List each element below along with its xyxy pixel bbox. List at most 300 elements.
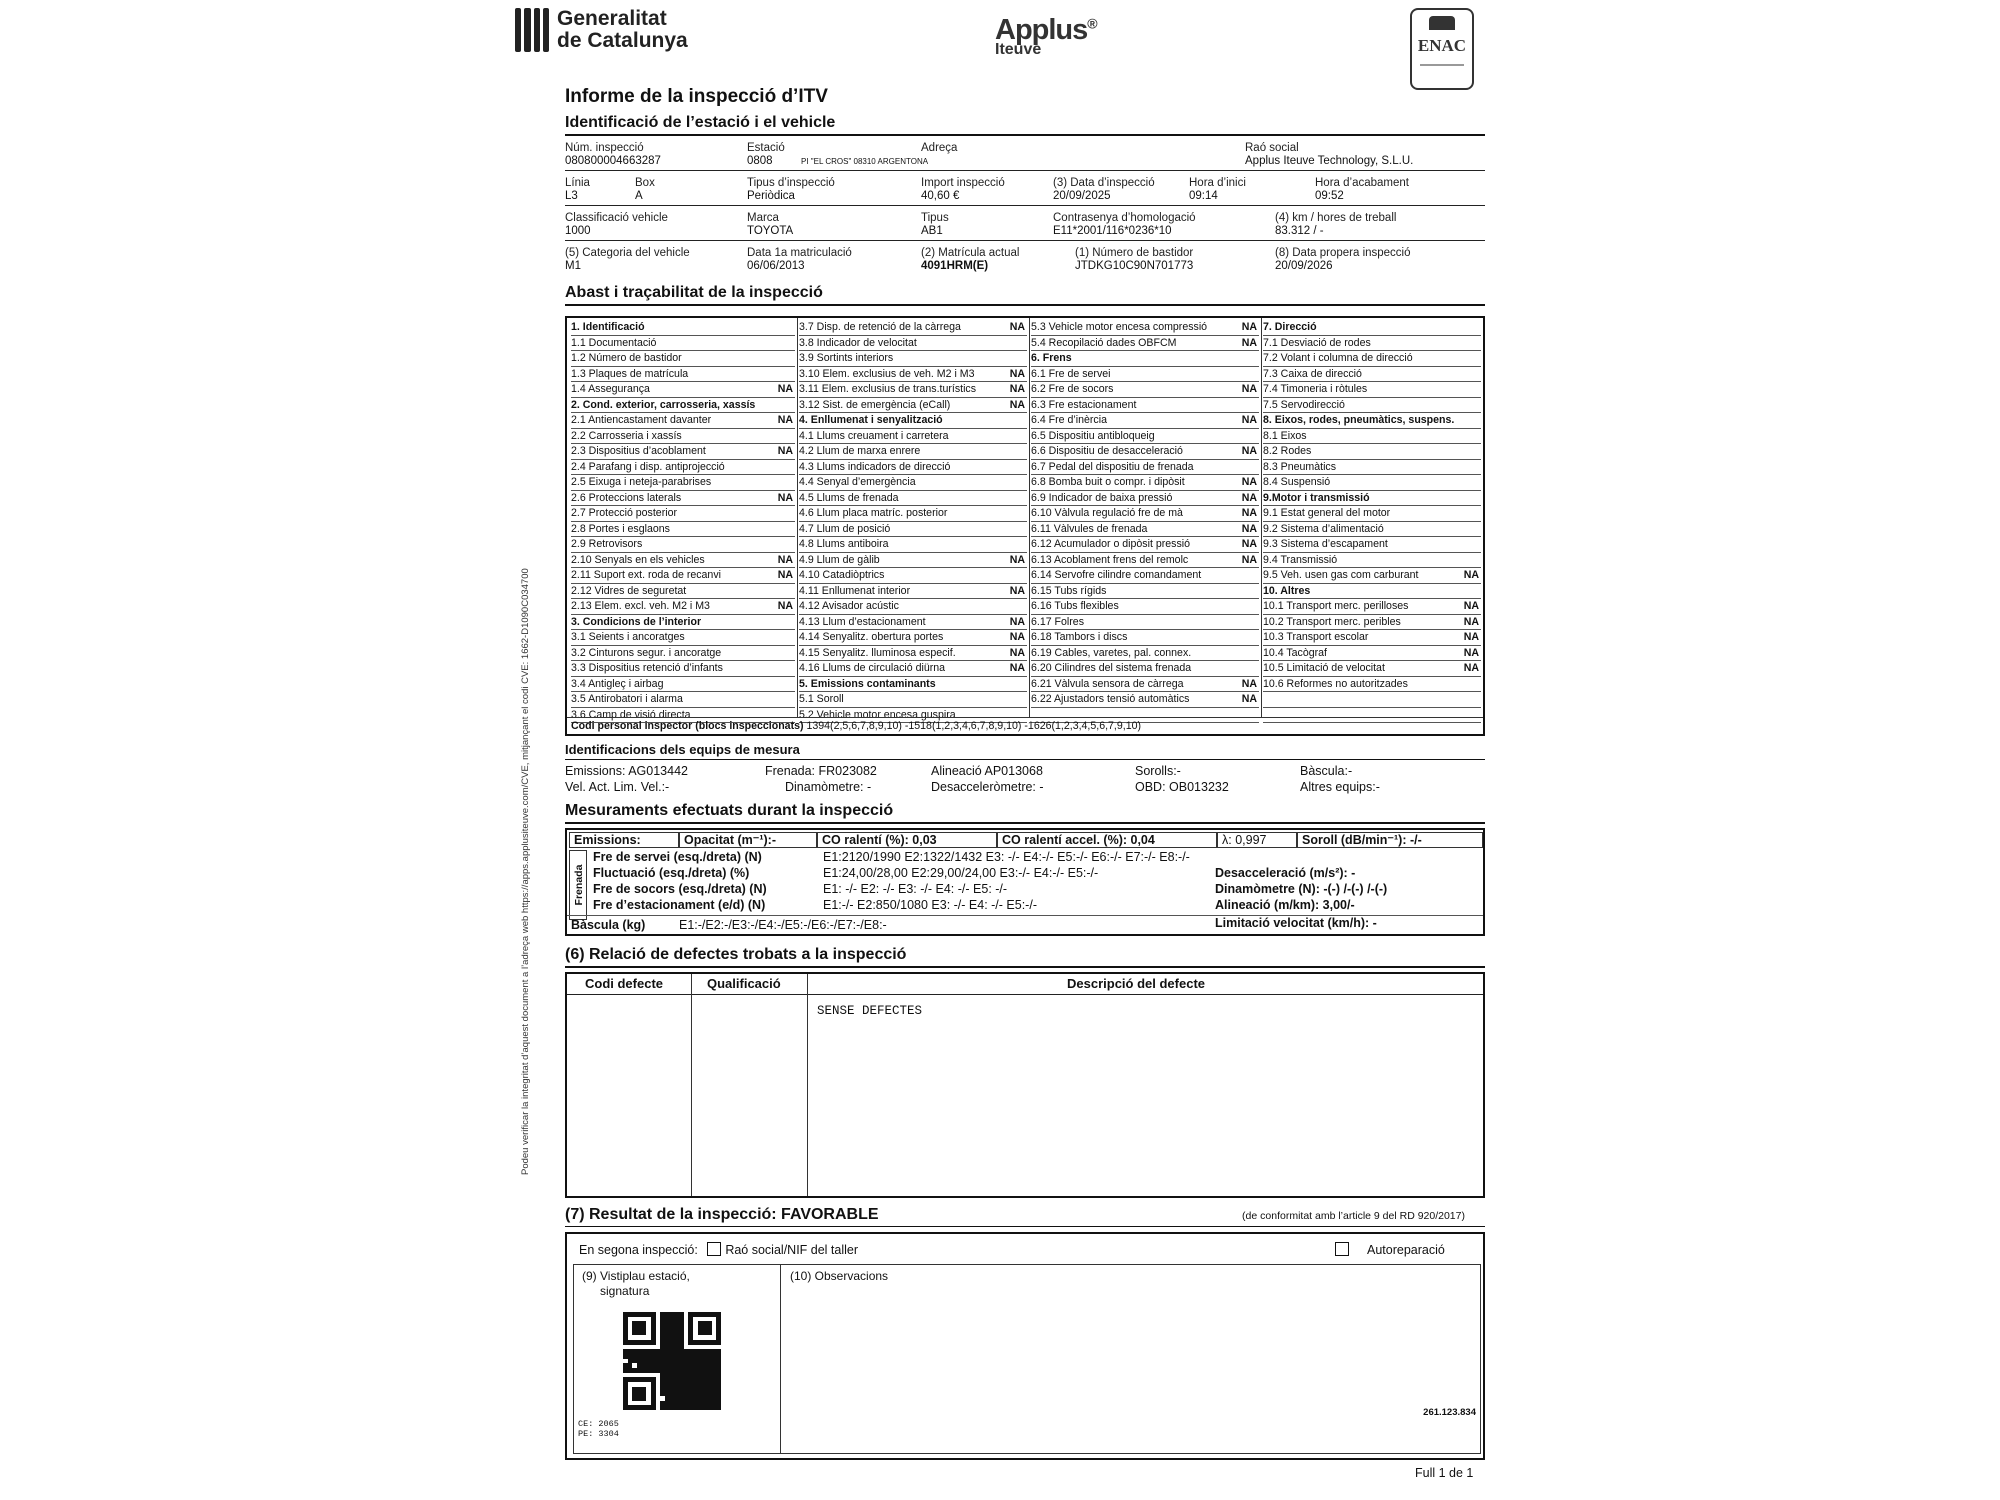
scope-item: [1031, 382, 1259, 398]
scope-item: [1031, 320, 1259, 336]
scope-item: [571, 677, 795, 693]
inspector-code-value: 1394(2,5,6,7,8,9,10) -1518(1,2,3,4,6,7,8,9,10) -1626(1,2,3,4,5,6,7,9,10): [806, 720, 1142, 732]
scope-item: [1263, 398, 1481, 414]
scope-item-label: 3.11 Elem. exclusius de trans.turístics: [799, 383, 977, 395]
scope-item: [799, 491, 1027, 507]
scope-item: [571, 367, 795, 383]
scope-item-label: 4.1 Llums creuament i carretera: [799, 429, 949, 442]
scope-item: [799, 646, 1027, 662]
scope-item: [1263, 522, 1481, 538]
meas-dinamometre: Dinamòmetre (N): -(-) /-(-) /-(-): [1215, 882, 1388, 896]
second-inspection-row: [579, 1242, 858, 1257]
scope-item-label: 10.2 Transport merc. peribles: [1263, 615, 1401, 628]
scope-item: [571, 615, 795, 631]
scope-item-label: 4.11 Enllumenat interior: [799, 584, 911, 597]
scope-item: [571, 413, 795, 429]
scope-item: [799, 553, 1027, 569]
defects-table: [565, 972, 1485, 1198]
scope-item-label: 5. Emissions contaminants: [799, 677, 936, 690]
scope-item: [1031, 646, 1259, 662]
page-footer: Full 1 de 1: [1415, 1466, 1474, 1480]
org-name-line2: de Catalunya: [557, 29, 688, 52]
meas-opacitat: Opacitat (m⁻¹):-: [679, 832, 817, 848]
equip-bascula: Bàscula:-: [1300, 764, 1353, 778]
equip-sorolls: Sorolls:-: [1135, 764, 1181, 778]
scope-item-label: 6.15 Tubs rígids: [1031, 584, 1107, 597]
scope-item-label: 9.5 Veh. usen gas com carburant: [1263, 569, 1419, 581]
taller-label: Raó social/NIF del taller: [725, 1243, 859, 1257]
vistiplau-block: [582, 1269, 690, 1299]
scope-item: [799, 444, 1027, 460]
scope-item-label: 2.8 Portes i esglaons: [571, 522, 670, 535]
scope-item-label: 1.1 Documentació: [571, 336, 657, 349]
scope-item-label: 4.14 Senyalitz. obertura portes: [799, 631, 944, 643]
scope-item: [1031, 553, 1259, 569]
meas-fre-estacionament-label: Fre d’estacionament (e/d) (N): [593, 898, 766, 912]
crown-icon: [1429, 16, 1455, 30]
segona-inspeccio-label: En segona inspecció:: [579, 1243, 698, 1257]
scope-item-na: NA: [1009, 584, 1025, 597]
scope-item-label: 8. Eixos, rodes, pneumàtics, suspens.: [1263, 414, 1455, 426]
scope-item: [1031, 413, 1259, 429]
brand-mark: ®: [1087, 15, 1097, 32]
scope-item-label: 6.3 Fre estacionament: [1031, 398, 1137, 411]
generalitat-emblem-icon: [515, 8, 549, 52]
scope-item-label: 9.3 Sistema d’escapament: [1263, 538, 1388, 550]
scope-item-label: 6. Frens: [1031, 352, 1072, 364]
scope-item: [571, 646, 795, 662]
scope-item-na: NA: [1241, 538, 1257, 550]
scope-item-label: 2.10 Senyals en els vehicles: [571, 553, 705, 566]
scope-item: [1263, 460, 1481, 476]
tipus-vehicle: Tipus AB1: [921, 212, 949, 237]
equip-emissions: Emissions: AG013442: [565, 764, 688, 778]
scope-item: [1263, 553, 1481, 569]
scope-item: [571, 444, 795, 460]
scope-item-label: 6.5 Dispositiu antibloqueig: [1031, 429, 1155, 442]
scope-item-label: 9.1 Estat general del motor: [1263, 507, 1391, 519]
scope-item-label: 1.3 Plaques de matrícula: [571, 367, 689, 380]
scope-item-label: 10.3 Transport escolar: [1263, 631, 1369, 643]
scope-item: [799, 522, 1027, 538]
scope-item-na: NA: [1241, 507, 1257, 519]
ce-pe-codes: [578, 1419, 619, 1439]
scope-item: [571, 522, 795, 538]
adreca: Adreça PI "EL CROS" 08310 ARGENTONA: [801, 142, 958, 166]
scope-item-na: NA: [1241, 336, 1257, 349]
scope-item: [571, 491, 795, 507]
scope-item-label: 6.6 Dispositiu de desacceleració: [1031, 445, 1183, 457]
brand-sub: Iteuve: [995, 41, 1042, 58]
scope-item-na: NA: [1463, 569, 1479, 581]
scope-item-label: 3.3 Dispositius retenció d’infants: [571, 662, 723, 674]
taller-checkbox[interactable]: [707, 1242, 721, 1256]
scope-item-na: NA: [1241, 693, 1257, 705]
section-scope-title: Abast i traçabilitat de la inspecció: [565, 284, 1485, 306]
scope-item: [571, 692, 795, 708]
scope-item: [799, 398, 1027, 414]
scope-item: [1031, 336, 1259, 352]
scope-item: [799, 336, 1027, 352]
scope-item-label: 2.7 Protecció posterior: [571, 507, 677, 519]
scope-item-na: NA: [1009, 367, 1025, 380]
meas-bascula-value: E1:-/E2:-/E3:-/E4:-/E5:-/E6:-/E7:-/E8:-: [679, 918, 887, 932]
scope-item: [1031, 522, 1259, 538]
scope-item: [1031, 584, 1259, 600]
scope-item: [571, 398, 795, 414]
scope-item: [571, 460, 795, 476]
scope-item: [1031, 661, 1259, 677]
scope-item: [571, 336, 795, 352]
frenada-side-label: Frenada: [573, 864, 585, 906]
scope-item: [571, 661, 795, 677]
scope-item-label: 6.17 Folres: [1031, 615, 1084, 628]
classificacio-vehicle: Classificació vehicle 1000: [565, 212, 668, 237]
scope-item-label: 3.2 Cinturons segur. i ancoratge: [571, 646, 722, 659]
scope-item: [799, 677, 1027, 693]
scope-item: [799, 599, 1027, 615]
scope-item-label: 6.18 Tambors i discs: [1031, 631, 1128, 643]
scope-item: [799, 506, 1027, 522]
scope-item: [1263, 630, 1481, 646]
scope-item: [1263, 584, 1481, 600]
scope-item-label: 3. Condicions de l’interior: [571, 615, 702, 628]
scope-item: [1263, 615, 1481, 631]
scope-item: [799, 568, 1027, 584]
scope-item-na: NA: [1241, 522, 1257, 535]
scope-item: [1263, 506, 1481, 522]
autoreparacio-row: [1335, 1242, 1445, 1257]
reference-number: 261.123.834: [1423, 1407, 1476, 1418]
scope-item-na: NA: [1463, 662, 1479, 674]
scope-item: [799, 537, 1027, 553]
scope-item: [1031, 475, 1259, 491]
km-hores: (4) km / hores de treball 83.312 / -: [1275, 212, 1397, 237]
scope-item-label: 5.4 Recopilació dades OBFCM: [1031, 336, 1177, 349]
scope-item-label: 6.8 Bomba buit o compr. i dipòsit: [1031, 476, 1185, 488]
scope-item: [571, 599, 795, 615]
scope-item-label: 2.2 Carrosseria i xassís: [571, 429, 682, 442]
scope-item-label: 5.2 Vehicle motor encesa guspira: [799, 708, 956, 721]
autoreparacio-label: Autoreparació: [1367, 1243, 1445, 1257]
vistiplau-label: (9) Vistiplau estació,: [582, 1269, 690, 1283]
scope-item-label: 6.1 Fre de servei: [1031, 367, 1111, 380]
scope-item: [799, 320, 1027, 336]
scope-item: [1031, 506, 1259, 522]
rao-social: Raó social Applus Iteuve Technology, S.L.U.: [1245, 142, 1414, 167]
meas-emissions-label: Emissions:: [569, 832, 679, 848]
scope-item-na: NA: [777, 569, 793, 581]
scope-item-label: 6.22 Ajustadors tensió automàtics: [1031, 693, 1190, 705]
scope-item: [799, 413, 1027, 429]
defects-text: SENSE DEFECTES: [817, 1004, 923, 1018]
scope-item-label: 5.3 Vehicle motor encesa compressió: [1031, 321, 1208, 333]
scope-item: [1263, 320, 1481, 336]
scope-item-label: 4.10 Catadiòptrics: [799, 569, 885, 581]
frenada-side-box: [569, 850, 587, 920]
hora-acabament: Hora d’acabament 09:52: [1315, 177, 1409, 202]
scope-item-na: NA: [1241, 321, 1257, 333]
scope-item: [799, 382, 1027, 398]
estacio: Estació 0808: [747, 142, 785, 167]
scope-item-label: 1. Identificació: [571, 321, 645, 333]
scope-item-label: 4.3 Llums indicadors de direcció: [799, 460, 951, 473]
scope-item: [571, 553, 795, 569]
scope-item-label: 4.6 Llum placa matríc. posterior: [799, 507, 948, 519]
scope-item: [1263, 475, 1481, 491]
scope-item-label: 4. Enllumenat i senyalització: [799, 414, 943, 426]
defects-header-descripcio: Descripció del defecte: [1067, 976, 1205, 991]
scope-item: [1263, 429, 1481, 445]
result-title: (7) Resultat de la inspecció: FAVORABLE: [565, 1206, 879, 1223]
scope-item: [1263, 336, 1481, 352]
meas-fluctuacio-value: E1:24,00/28,00 E2:29,00/24,00 E3:-/- E4:-/- E5:-/-: [823, 866, 1099, 880]
scope-item: [799, 351, 1027, 367]
scope-item: [571, 382, 795, 398]
scope-item: [799, 475, 1027, 491]
scope-item-label: 2.1 Antiencastament davanter: [571, 414, 712, 426]
scope-item-label: 4.8 Llums antiboira: [799, 538, 889, 550]
data-matriculacio: Data 1a matriculació 06/06/2013: [747, 247, 852, 272]
scope-item-label: 6.9 Indicador de baixa pressió: [1031, 491, 1173, 504]
scope-grid: [565, 316, 1485, 736]
scope-item-label: 2.12 Vidres de seguretat: [571, 584, 687, 597]
scope-item: [799, 584, 1027, 600]
scope-item-label: 4.16 Llums de circulació diürna: [799, 662, 946, 674]
scope-item-na: NA: [777, 600, 793, 612]
scope-item-label: 6.16 Tubs flexibles: [1031, 600, 1119, 612]
scope-item-label: 10.5 Limitació de velocitat: [1263, 662, 1385, 674]
scope-item-label: 2.13 Elem. excl. veh. M2 i M3: [571, 600, 710, 612]
scope-item-label: 9.Motor i transmissió: [1263, 491, 1370, 504]
contrasenya-homologacio: Contrasenya d’homologació E11*2001/116*0236*10: [1053, 212, 1196, 237]
scope-item-na: NA: [1241, 445, 1257, 457]
inspector-code-label: Codi personal inspector (blocs inspeccionats): [571, 720, 804, 732]
scope-item-label: 6.10 Vàlvula regulació fre de mà: [1031, 507, 1183, 519]
scope-item-label: 2.5 Eixuga i neteja-parabrises: [571, 476, 712, 488]
import-inspeccio: Import inspecció 40,60 €: [921, 177, 1005, 202]
equip-desaccelerometre: Desacceleròmetre: -: [931, 780, 1044, 794]
scope-item: [799, 460, 1027, 476]
scope-item-label: 10.6 Reformes no autoritzades: [1263, 677, 1408, 690]
meas-fre-servei-value: E1:2120/1990 E2:1322/1432 E3: -/- E4:-/- E5:-/- E6:-/- E7:-/- E8:-/-: [823, 850, 1190, 864]
meas-soroll: Soroll (dB/min⁻¹): -/-: [1297, 832, 1483, 848]
measurements-table: [565, 828, 1485, 936]
scope-item-na: NA: [1241, 476, 1257, 488]
scope-item-na: NA: [1241, 553, 1257, 566]
scope-item-label: 2.3 Dispositius d’acoblament: [571, 445, 706, 457]
scope-item-label: 4.5 Llums de frenada: [799, 491, 899, 504]
scope-item: [1031, 615, 1259, 631]
scope-item-label: 6.20 Cilindres del sistema frenada: [1031, 662, 1192, 674]
scope-item: [1031, 599, 1259, 615]
section-measurements-title: Mesuraments efectuats durant la inspecció: [565, 802, 1485, 824]
scope-item-na: NA: [1009, 615, 1025, 628]
matricula-actual: (2) Matrícula actual 4091HRM(E): [921, 247, 1020, 272]
scope-item-na: NA: [1009, 321, 1025, 333]
scope-item: [571, 506, 795, 522]
scope-item-na: NA: [1009, 631, 1025, 643]
scope-item-label: 3.4 Antigleç i airbag: [571, 677, 664, 690]
scope-item: [1031, 398, 1259, 414]
scope-item: [1031, 367, 1259, 383]
scope-item-label: 4.13 Llum d’estacionament: [799, 615, 926, 628]
scope-item-label: 9.4 Transmissió: [1263, 553, 1338, 566]
scope-item: [571, 429, 795, 445]
scope-item: [1031, 429, 1259, 445]
meas-bascula-label: Bàscula (kg): [571, 918, 646, 932]
scope-item-label: 7.5 Servodirecció: [1263, 398, 1345, 411]
scope-item-label: 7.1 Desviació de rodes: [1263, 336, 1371, 349]
scope-item: [571, 584, 795, 600]
scope-item-label: 2.9 Retrovisors: [571, 538, 643, 550]
scope-item-na: NA: [777, 414, 793, 426]
meas-fluctuacio-label: Fluctuació (esq./dreta) (%): [593, 866, 750, 880]
scope-item-label: 4.7 Llum de posició: [799, 522, 891, 535]
scope-item-na: NA: [1463, 615, 1479, 628]
scope-item-na: NA: [1009, 646, 1025, 659]
scope-item: [799, 429, 1027, 445]
result-note: (de conformitat amb l’article 9 del RD 920/2017): [1242, 1210, 1465, 1222]
scope-item-label: 10. Altres: [1263, 584, 1311, 597]
scope-item-na: NA: [777, 491, 793, 504]
meas-fre-servei-label: Fre de servei (esq./dreta) (N): [593, 850, 762, 864]
side-verification-text: Podeu verificar la integritat d’aquest document a l’adreça web https://apps.applusiteuve.com/CVE, mitjançant el codi CVE: 1662-D1090C034700: [520, 568, 531, 1175]
scope-item: [1031, 444, 1259, 460]
equip-obd: OBD: OB013232: [1135, 780, 1229, 794]
scope-item-na: NA: [777, 383, 793, 395]
scope-item-label: 5.1 Soroll: [799, 693, 844, 705]
meas-fre-socors-label: Fre de socors (esq./dreta) (N): [593, 882, 767, 896]
scope-item: [1031, 692, 1259, 708]
scope-item-label: 4.9 Llum de gàlib: [799, 553, 880, 566]
equip-altres: Altres equips:-: [1300, 780, 1380, 794]
scope-item: [1263, 444, 1481, 460]
scope-item: [571, 475, 795, 491]
section-identification-title: Identificació de l’estació i el vehicle: [565, 114, 1485, 136]
scope-item: [799, 367, 1027, 383]
categoria-vehicle: (5) Categoria del vehicle M1: [565, 247, 690, 272]
box: Box A: [635, 177, 655, 202]
scope-item-label: 10.1 Transport merc. perilloses: [1263, 600, 1409, 612]
scope-item: [1263, 367, 1481, 383]
scope-item-na: NA: [1009, 398, 1025, 411]
scope-item: [1263, 382, 1481, 398]
scope-item: [1263, 413, 1481, 429]
scope-item-label: 3.9 Sortints interiors: [799, 352, 894, 364]
data-propera-inspeccio: (8) Data propera inspecció 20/09/2026: [1275, 247, 1411, 272]
scope-item: [1263, 646, 1481, 662]
inspection-report: [555, 0, 1485, 1500]
scope-item-na: NA: [777, 553, 793, 566]
scope-item-label: 4.12 Avisador acústic: [799, 600, 899, 612]
defects-header-qualificacio: Qualificació: [707, 976, 781, 991]
scope-item: [1263, 351, 1481, 367]
scope-item-na: NA: [1463, 631, 1479, 643]
generalitat-logo: [515, 8, 688, 52]
scope-item-label: 6.13 Acoblament frens del remolc: [1031, 553, 1189, 566]
scope-item-label: 2.11 Suport ext. roda de recanvi: [571, 569, 721, 581]
scope-item: [1263, 661, 1481, 677]
scope-item: [1031, 460, 1259, 476]
scope-item-label: 6.19 Cables, varetes, pal. connex.: [1031, 646, 1192, 659]
scope-item-na: NA: [1009, 383, 1025, 395]
qr-code-icon: [623, 1312, 721, 1410]
scope-item: [799, 615, 1027, 631]
signatura-label: signatura: [600, 1284, 650, 1298]
result-box: [565, 1232, 1485, 1460]
scope-item-na: NA: [777, 445, 793, 457]
scope-item: [571, 351, 795, 367]
scope-item-label: 2. Cond. exterior, carrosseria, xassís: [571, 398, 756, 411]
equip-vel-act: Vel. Act. Lim. Vel.:-: [565, 780, 670, 794]
numero-bastidor: (1) Número de bastidor JTDKG10C90N701773: [1075, 247, 1194, 272]
enac-seal: [1410, 8, 1474, 90]
scope-item-label: 6.4 Fre d’inèrcia: [1031, 414, 1107, 426]
scope-item-label: 7.4 Timoneria i ròtules: [1263, 383, 1368, 395]
scope-item-label: 7.2 Volant i columna de direcció: [1263, 352, 1413, 364]
scope-item: [799, 661, 1027, 677]
scope-item: [799, 630, 1027, 646]
scope-item-label: 1.2 Número de bastidor: [571, 352, 682, 364]
scope-item-label: 8.4 Suspensió: [1263, 476, 1331, 488]
scope-item: [571, 320, 795, 336]
data-inspeccio: (3) Data d’inspecció 20/09/2025: [1053, 177, 1155, 202]
ce-code: CE: 2065: [578, 1419, 619, 1429]
scope-item: [571, 630, 795, 646]
scope-item-label: 4.15 Senyalitz. lluminosa especif.: [799, 646, 956, 659]
scope-item-label: 6.21 Vàlvula sensora de càrrega: [1031, 677, 1184, 690]
scope-item-na: NA: [1241, 677, 1257, 690]
document-title: Informe de la inspecció d’ITV: [565, 86, 828, 107]
scope-item: [1263, 537, 1481, 553]
enac-label: ENAC: [1417, 36, 1467, 55]
scope-item-label: 3.5 Antirobatori i alarma: [571, 693, 683, 705]
scope-item-label: 8.3 Pneumàtics: [1263, 460, 1337, 473]
meas-alineacio: Alineació (m/km): 3,00/-: [1215, 898, 1355, 912]
scope-item-label: 7. Direcció: [1263, 321, 1317, 333]
scope-item-label: 4.4 Senyal d’emergència: [799, 476, 916, 488]
applus-logo: [995, 14, 1097, 59]
equip-alineacio: Alineació AP013068: [931, 764, 1043, 778]
section-equipment-title: Identificacions dels equips de mesura: [565, 742, 1485, 760]
scope-item: [1263, 599, 1481, 615]
scope-item-na: NA: [1463, 600, 1479, 612]
autoreparacio-checkbox[interactable]: [1335, 1242, 1349, 1256]
brand-name: Applus: [995, 14, 1088, 46]
tipus-inspeccio: Tipus d’inspecció Periòdica: [747, 177, 835, 202]
scope-item-label: 3.6 Camp de visió directa: [571, 708, 691, 721]
scope-item: [1263, 677, 1481, 693]
scope-item-na: NA: [1009, 662, 1025, 674]
scope-item: [1031, 491, 1259, 507]
scope-item-label: 7.3 Caixa de direcció: [1263, 367, 1362, 380]
scope-item: [1031, 537, 1259, 553]
observacions-label: (10) Observacions: [790, 1269, 889, 1283]
scope-item: [571, 568, 795, 584]
equip-dinamometre: Dinamòmetre: -: [785, 780, 872, 794]
scope-item-label: 6.12 Acumulador o dipòsit pressió: [1031, 538, 1190, 550]
scope-item: [1263, 568, 1481, 584]
scope-item-label: 2.6 Proteccions laterals: [571, 491, 682, 504]
meas-limitacio-velocitat: Limitació velocitat (km/h): -: [1215, 916, 1377, 930]
meas-lambda: λ: 0,997: [1217, 832, 1297, 848]
meas-desacceleracio: Desacceleració (m/s²): -: [1215, 866, 1356, 880]
scope-item-na: NA: [1241, 383, 1257, 395]
scope-item-label: 6.7 Pedal del dispositiu de frenada: [1031, 460, 1194, 473]
scope-item-label: 10.4 Tacògraf: [1263, 646, 1328, 659]
scope-item-na: NA: [1241, 491, 1257, 504]
